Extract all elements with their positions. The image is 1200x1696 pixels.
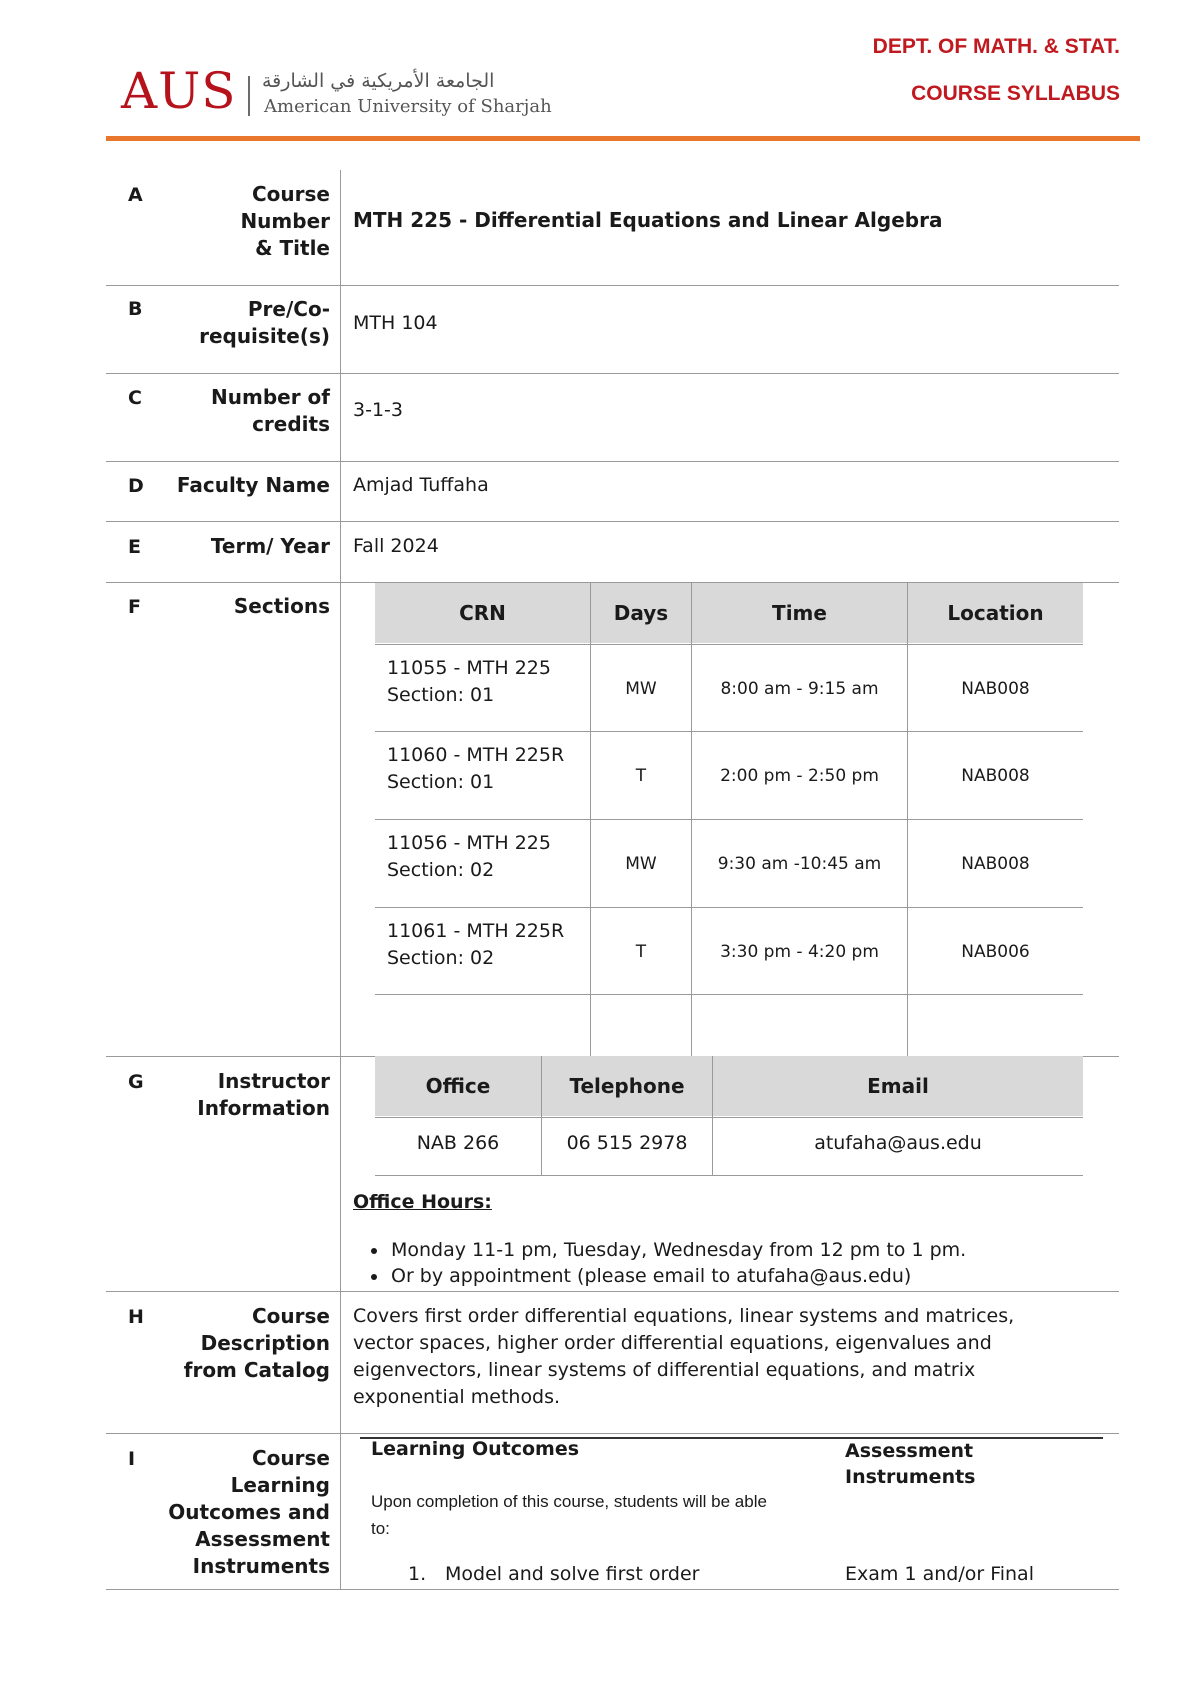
prerequisite-value: MTH 104 bbox=[353, 312, 438, 334]
email-value[interactable]: atufaha@aus.edu bbox=[814, 1132, 982, 1154]
header-rule bbox=[106, 136, 1140, 141]
row-letter-c: C bbox=[128, 387, 142, 409]
row-divider bbox=[106, 521, 1119, 522]
section-days: T bbox=[635, 942, 647, 962]
sections-row-divider bbox=[375, 644, 1083, 645]
sections-header-days: Days bbox=[591, 583, 691, 643]
section-crn: 11060 - MTH 225R Section: 01 bbox=[387, 744, 565, 793]
label-term-year: Term/ Year bbox=[210, 534, 330, 558]
logo-arabic-name: الجامعة الأمريكية في الشارقة bbox=[262, 70, 495, 92]
office-hours-heading: Office Hours: bbox=[353, 1191, 492, 1213]
sections-header-crn: CRN bbox=[375, 583, 590, 643]
row-letter-i: I bbox=[128, 1448, 136, 1470]
office-hours-item: • Or by appointment (please email to atufaha@aus.edu) bbox=[389, 1263, 1093, 1289]
instructor-row-divider bbox=[375, 1117, 1083, 1118]
instructor-header-telephone: Telephone bbox=[542, 1056, 712, 1116]
outcome-item: Model and solve first order bbox=[445, 1563, 700, 1585]
office-hours-item: • Monday 11-1 pm, Tuesday, Wednesday from 12 pm to 1 pm. bbox=[389, 1237, 1093, 1263]
outcomes-header: Learning Outcomes bbox=[371, 1438, 580, 1460]
course-description: Covers first order differential equations, linear systems and matrices, vector spaces, higher order differential equations, eigenvalues and eigenvectors, linear systems of differential equations, and matrix exponential methods. bbox=[353, 1305, 1015, 1408]
telephone-value: 06 515 2978 bbox=[566, 1132, 688, 1154]
instructor-header-email: Email bbox=[713, 1056, 1083, 1116]
aus-logo: AUS bbox=[121, 62, 237, 120]
document-title: COURSE SYLLABUS bbox=[911, 82, 1120, 105]
term-year-value: Fall 2024 bbox=[353, 535, 439, 557]
assessment-header: Assessment Instruments bbox=[845, 1440, 976, 1488]
row-letter-b: B bbox=[128, 298, 143, 320]
office-hours-list bbox=[353, 1237, 1093, 1289]
section-crn: 11061 - MTH 225R Section: 02 bbox=[387, 920, 565, 969]
section-location: NAB008 bbox=[961, 679, 1030, 699]
column-divider bbox=[541, 1056, 542, 1176]
instructor-header-office: Office bbox=[375, 1056, 541, 1116]
label-faculty-name: Faculty Name bbox=[176, 473, 330, 497]
row-divider bbox=[106, 373, 1119, 374]
sections-table bbox=[375, 583, 1083, 1056]
faculty-name-value: Amjad Tuffaha bbox=[353, 474, 489, 496]
section-days: MW bbox=[625, 679, 657, 699]
outcomes-intro: Upon completion of this course, students will be able to: bbox=[371, 1492, 767, 1538]
label-learning-outcomes: Course Learning Outcomes and Assessment Instruments bbox=[168, 1446, 330, 1578]
outcome-number: 1. bbox=[408, 1563, 427, 1585]
credits-value: 3-1-3 bbox=[353, 399, 403, 421]
sections-row-divider bbox=[375, 994, 1083, 995]
section-days: MW bbox=[625, 854, 657, 874]
sections-row-divider bbox=[375, 731, 1083, 732]
section-days: T bbox=[635, 766, 647, 786]
row-letter-f: F bbox=[128, 596, 141, 618]
column-divider bbox=[712, 1056, 713, 1176]
instructor-row-divider bbox=[375, 1175, 1083, 1176]
section-location: NAB008 bbox=[961, 766, 1030, 786]
label-column-divider bbox=[340, 170, 341, 1590]
row-letter-g: G bbox=[128, 1071, 144, 1093]
section-crn: 11056 - MTH 225 Section: 02 bbox=[387, 832, 551, 881]
instructor-table bbox=[375, 1056, 1083, 1176]
section-location: NAB008 bbox=[961, 854, 1030, 874]
label-course-number-title: Course Number & Title bbox=[240, 182, 330, 260]
sections-header-time: Time bbox=[692, 583, 907, 643]
label-sections: Sections bbox=[233, 594, 330, 618]
label-instructor-information: Instructor Information bbox=[197, 1069, 330, 1120]
logo-divider bbox=[248, 76, 250, 116]
section-time: 2:00 pm - 2:50 pm bbox=[720, 766, 879, 786]
section-crn: 11055 - MTH 225 Section: 01 bbox=[387, 657, 551, 706]
sections-row-divider bbox=[375, 907, 1083, 908]
office-value: NAB 266 bbox=[416, 1132, 500, 1154]
label-course-description: Course Description from Catalog bbox=[183, 1304, 330, 1382]
row-divider bbox=[106, 1589, 1119, 1590]
label-credits: Number of credits bbox=[211, 385, 330, 436]
course-title: MTH 225 - Differential Equations and Linear Algebra bbox=[353, 208, 943, 232]
department-heading: DEPT. OF MATH. & STAT. bbox=[872, 35, 1120, 58]
row-letter-h: H bbox=[128, 1306, 144, 1328]
row-letter-d: D bbox=[128, 475, 144, 497]
row-divider bbox=[106, 285, 1119, 286]
outcome-assessment: Exam 1 and/or Final bbox=[845, 1563, 1034, 1585]
row-divider bbox=[106, 1291, 1119, 1292]
section-time: 9:30 am -10:45 am bbox=[717, 854, 882, 874]
row-divider bbox=[106, 461, 1119, 462]
row-letter-a: A bbox=[128, 184, 143, 206]
sections-row-divider bbox=[375, 819, 1083, 820]
section-time: 8:00 am - 9:15 am bbox=[720, 679, 879, 699]
sections-header-location: Location bbox=[908, 583, 1083, 643]
section-location: NAB006 bbox=[961, 942, 1030, 962]
label-prerequisites: Pre/Co- requisite(s) bbox=[199, 297, 330, 348]
row-letter-e: E bbox=[128, 536, 141, 558]
section-time: 3:30 pm - 4:20 pm bbox=[720, 942, 879, 962]
row-divider bbox=[106, 1433, 1119, 1434]
logo-english-name: American University of Sharjah bbox=[264, 96, 552, 117]
